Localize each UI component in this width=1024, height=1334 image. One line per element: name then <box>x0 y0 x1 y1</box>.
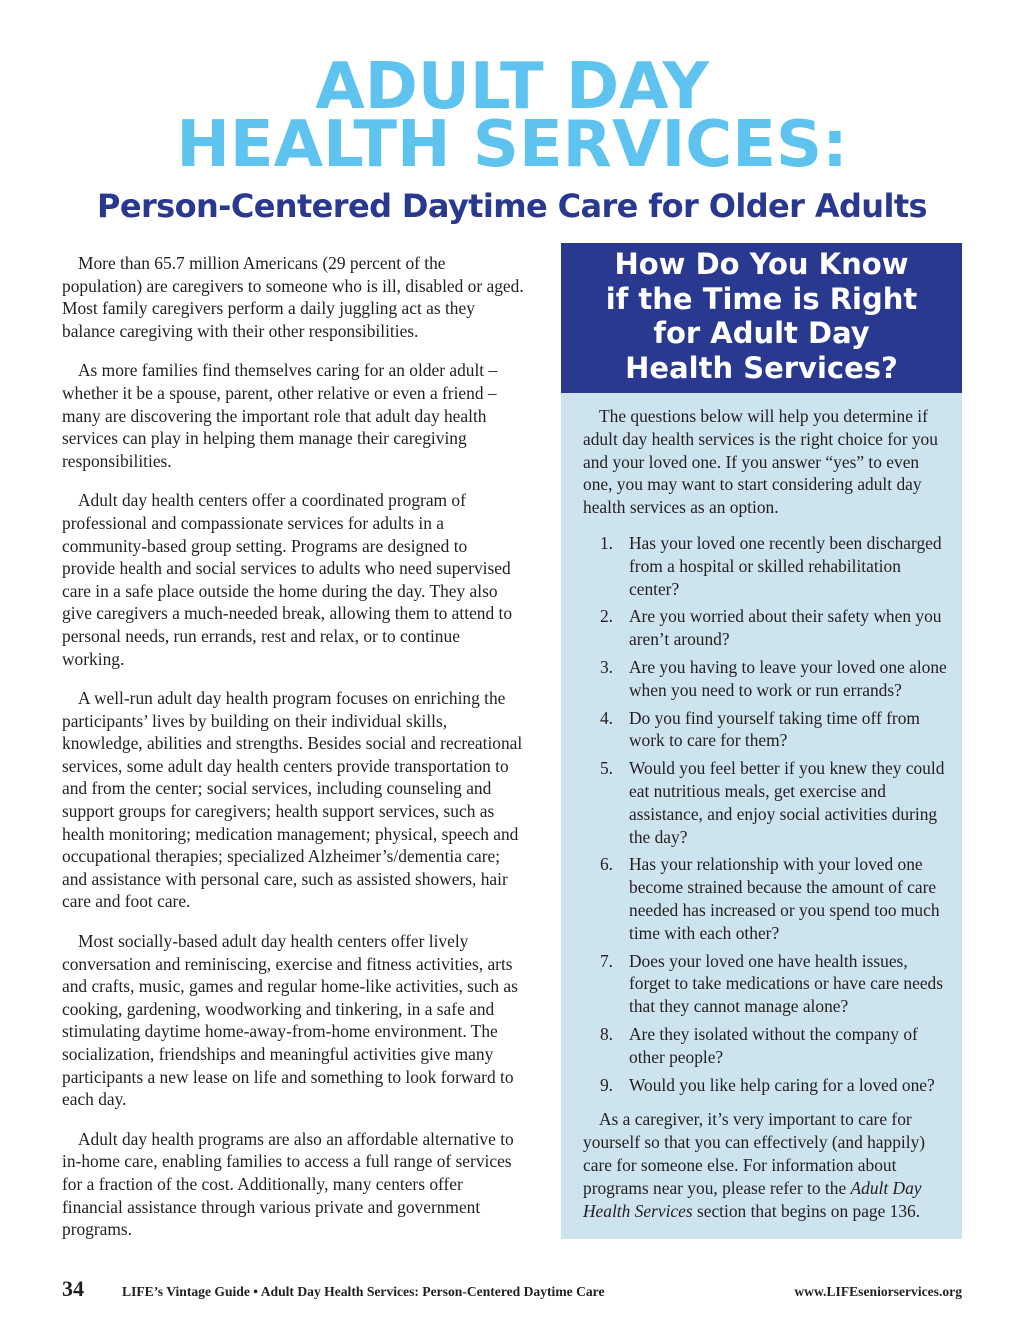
page-title-line-1: ADULT DAY <box>315 50 709 124</box>
question-text: Would you like help caring for a loved one? <box>629 1074 935 1095</box>
body-paragraph: As more families find themselves caring for an older adult – whether it be a spouse, parent, other relative or even a friend – many are discovering the important role that adult day health services can play in helping them manage their caregiving responsibilities. <box>62 360 498 471</box>
question-item <box>583 757 948 848</box>
sidebar-heading <box>561 243 962 393</box>
footer-title: LIFE’s Vintage Guide • Adult Day Health Services: Person-Centered Daytime Care <box>122 1284 605 1299</box>
question-number: 5. <box>599 758 613 779</box>
question-item <box>583 532 948 600</box>
sidebar-heading-line: Health Services? <box>625 350 898 385</box>
question-text: Are you having to leave your loved one alone when you need to work or run errands? <box>629 656 947 700</box>
outro-text-end: section that begins on page 136. <box>692 1200 921 1221</box>
question-item <box>583 853 948 944</box>
question-number: 4. <box>599 707 613 728</box>
outro-section-name: Adult Day Health Services <box>583 1177 922 1221</box>
outro-text: As a caregiver, it’s very important to care for yourself so that you can effectively (and happily) care for someone else. For information about programs near you, please refer to the <box>583 1109 926 1198</box>
question-text: Do you find yourself taking time off from work to care for them? <box>629 707 920 751</box>
question-number: 8. <box>599 1023 613 1044</box>
sidebar-box <box>561 243 962 1239</box>
question-text: Are you worried about their safety when you aren’t around? <box>629 606 942 650</box>
question-item <box>583 1023 948 1069</box>
question-list <box>583 532 948 1096</box>
sidebar-heading-line: How Do You Know <box>614 247 909 281</box>
question-number: 1. <box>599 532 613 553</box>
question-number: 9. <box>599 1074 613 1095</box>
sidebar-intro: The questions below will help you determine if adult day health services is the right choice for you and your loved one. If you answer “yes” to even one, you may want to start considering adult day health services as an option. <box>583 406 938 518</box>
title-block <box>0 50 1024 226</box>
body-paragraph: More than 65.7 million Americans (29 percent of the population) are caregivers to someone who is ill, disabled or aged. Most family caregivers perform a daily juggling act as they balance caregiving with their other responsibilities. <box>62 253 524 341</box>
page-subtitle: Person-Centered Daytime Care for Older Adults <box>96 187 928 225</box>
question-text: Would you feel better if you knew they could eat nutritious meals, get exercise and assistance, and enjoy social activities during the day? <box>629 758 945 847</box>
question-item <box>583 605 948 651</box>
sidebar-body <box>561 393 962 1222</box>
question-text: Has your relationship with your loved one become strained because the amount of care needed has increased or you spend too much time with each other? <box>629 854 940 943</box>
article-body <box>62 252 524 1258</box>
question-item <box>583 707 948 753</box>
sidebar-heading-line: if the Time is Right <box>605 281 918 316</box>
body-paragraph: Most socially-based adult day health centers offer lively conversation and reminiscing, exercise and fitness activities, arts and crafts, music, games and regular home-like activities, such as cooking, gardening, woodworking and tinkering, in a safe and stimulating daytime home-away-from-home environment. The socialization, friendships and meaningful activities give many participants a new lease on life and something to look forward to each day. <box>62 931 518 1110</box>
body-paragraph: Adult day health centers offer a coordinated program of professional and compassionate services for adults in a community-based group setting. Programs are designed to provide health and social services to adults who need supervised care in a safe place outside the home during the day. They also give caregivers a much-needed break, allowing them to attend to personal needs, run errands, rest and relax, or to continue working. <box>62 490 513 669</box>
page-footer <box>62 1276 962 1306</box>
question-number: 6. <box>599 854 613 875</box>
question-text: Has your loved one recently been discharged from a hospital or skilled rehabilitation center? <box>629 532 942 599</box>
question-item <box>583 1074 948 1097</box>
sidebar-heading-line: for Adult Day <box>653 316 870 350</box>
body-paragraph: A well-run adult day health program focuses on enriching the participants’ lives by building on their individual skills, knowledge, abilities and strengths. Besides social and recreational services, some adult day health centers provide transportation to and from the center; social services, including counseling and support groups for caregivers; health support services, such as health monitoring; medication management; physical, speech and occupational therapies; specialized Alzheimer’s/dementia care; and assistance with personal care, such as assisted showers, hair care and foot care. <box>62 688 523 912</box>
question-item <box>583 950 948 1018</box>
body-paragraph: Adult day health programs are also an affordable alternative to in-home care, enabling families to access a full range of services for a fraction of the cost. Additionally, many centers offer financial assistance through various private and government programs. <box>62 1128 514 1240</box>
question-number: 3. <box>599 656 613 677</box>
sidebar-outro <box>583 1108 948 1222</box>
page-number: 34 <box>62 1276 84 1301</box>
question-number: 2. <box>599 606 613 627</box>
question-text: Are they isolated without the company of other people? <box>629 1023 918 1067</box>
question-item <box>583 656 948 702</box>
footer-url: www.LIFEseniorservices.org <box>794 1284 962 1299</box>
question-text: Does your loved one have health issues, forget to take medications or have care needs that they cannot manage alone? <box>629 950 944 1017</box>
page-title-line-2: HEALTH SERVICES: <box>176 108 848 182</box>
question-number: 7. <box>599 950 613 971</box>
